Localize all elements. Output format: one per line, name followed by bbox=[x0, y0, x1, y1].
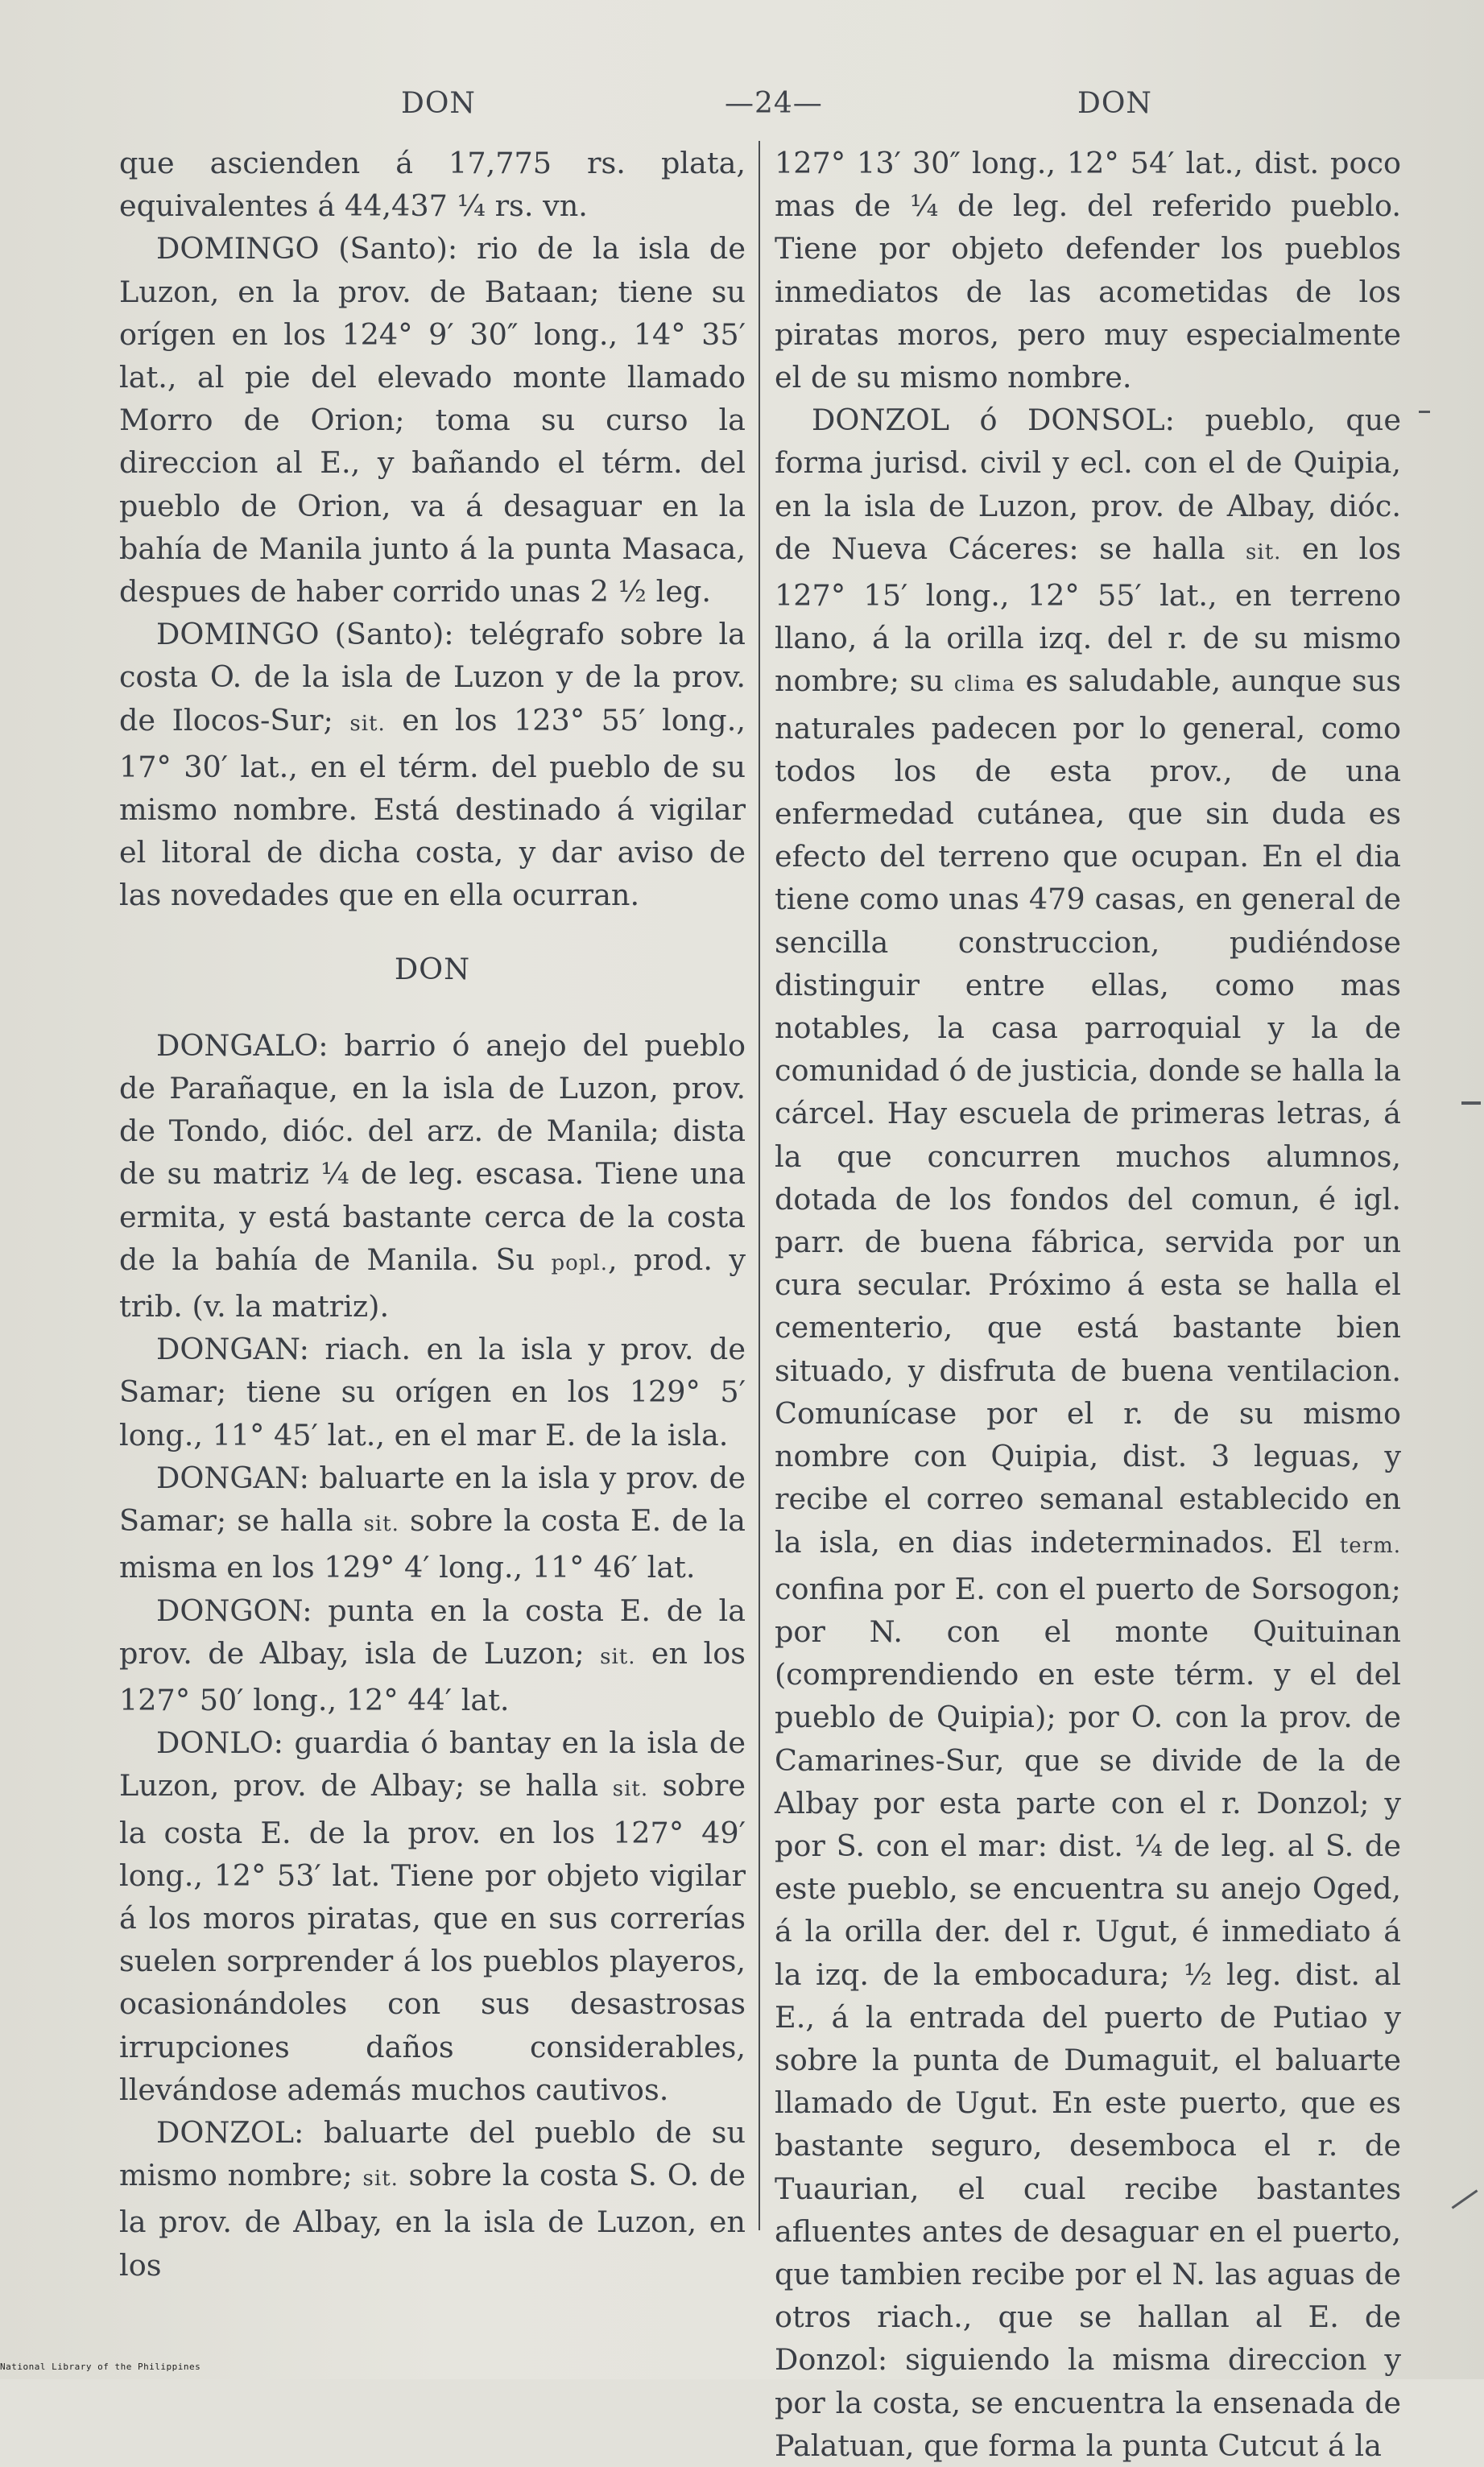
entry-text: DONLO: guardia ó bantay en la isla de Luzon, prov. de Albay; se halla bbox=[119, 1725, 746, 1804]
entry-donzol-pueblo bbox=[775, 399, 1401, 2467]
paragraph-continuation: que ascienden á 17,775 rs. plata, equivalentes á 44,437 ¼ rs. vn. bbox=[119, 146, 746, 224]
entry-text: en los 127° 15′ long., 12° 55′ lat., en terreno llano, á la orilla izq. del r. de su mismo nombre; su bbox=[775, 531, 1401, 699]
entry-text: sobre la costa E. de la prov. en los 127° 49′ long., 12° 53′ lat. Tiene por objeto vigilar á los moros piratas, que en sus correrías suelen sorprender á los pueblos playeros, ocasionándoles con sus desastrosas irrupciones daños considerables, llevándose además muchos cautivos. bbox=[119, 1768, 746, 2107]
abbreviation: sit. bbox=[349, 711, 386, 736]
abbreviation: clima bbox=[953, 672, 1016, 697]
abbreviation: sit. bbox=[363, 1512, 399, 1537]
abbreviation: sit. bbox=[1246, 539, 1282, 564]
entry-text: DONZOL ó DONSOL: pueblo, que forma jurisd. civil y ecl. con el de Quipia, en la isla de Luzon, prov. de Albay, dióc. de Nueva Cáceres: se halla bbox=[775, 403, 1401, 566]
abbreviation: popl. bbox=[551, 1250, 608, 1275]
left-column bbox=[119, 142, 746, 2283]
entry-text: DONZOL: baluarte del pueblo de su mismo nombre; bbox=[119, 2114, 746, 2193]
entry-text: DONGON: punta en la costa E. de la prov. de Albay, isla de Luzon; bbox=[119, 1593, 746, 1671]
margin-mark bbox=[1461, 1101, 1481, 1105]
entry-text: sobre la costa S. O. de la prov. de Albay, en la isla de Luzon, en los bbox=[119, 2158, 746, 2283]
margin-mark bbox=[1452, 2189, 1478, 2209]
entry-dongan-riach: DONGAN: riach. en la isla y prov. de Samar; tiene su orígen en los 129° 5′ long., 11° 45′ lat., en el mar E. de la isla. bbox=[119, 1332, 746, 1453]
right-column bbox=[775, 142, 1401, 2463]
entry-text: sobre la costa E. de la misma en los 129° 4′ long., 11° 46′ lat. bbox=[119, 1503, 746, 1585]
entry-domingo-telegrafo bbox=[119, 613, 746, 916]
entry-text: en los 123° 55′ long., 17° 30′ lat., en el térm. del pueblo de su mismo nombre. Está destinado á vigilar el litoral de dicha costa, y dar aviso de las novedades que en ella ocurran. bbox=[119, 702, 746, 913]
running-head-right: DON bbox=[1077, 87, 1152, 120]
entry-text: DOMINGO (Santo): telégrafo sobre la costa O. de la isla de Luzon y de la prov. de Ilocos-Sur; bbox=[119, 617, 746, 738]
column-divider bbox=[759, 141, 760, 2230]
entry-donlo bbox=[119, 1721, 746, 2111]
entry-dongalo bbox=[119, 1024, 746, 1328]
abbreviation: term. bbox=[1339, 1533, 1401, 1558]
library-credit: National Library of the Philippines bbox=[0, 2362, 201, 2372]
entry-text: confina por E. con el puerto de Sorsogon; por N. con el monte Quituinan (comprendiendo en este térm. y el del pueblo de Quipia); por O. con la prov. de Camarines-Sur, que se divide de la de Albay por esta parte con el r. Donzol; y por S. con el mar: dist. ¼ de leg. al S. de este pueblo, se encuentra su anejo Oged, á la orilla der. del r. Ugut, é inmediato á la izq. de la embocadura; ½ leg. dist. al E., á la entrada del puerto de Putiao y sobre la punta de Dumaguit, el baluarte llamado de Ugut. En este puerto, que es bastante seguro, desemboca el r. de Tuaurian, el cual recibe bastantes afluentes antes de desaguar en el puerto, que tambien recibe por el N. las aguas de otros riach., que se hallan al E. de Donzol: siguiendo la misma direccion y por la costa, se encuentra la ensenada de Palatuan, que forma la punta Cutcut á la bbox=[775, 1571, 1401, 2463]
entry-domingo-rio: DOMINGO (Santo): rio de la isla de Luzon, en la prov. de Bataan; tiene su orígen en los 124° 9′ 30″ long., 14° 35′ lat., al pie del elevado monte llamado Morro de Orion; toma su curso la direccion al E., y bañando el térm. del pueblo de Orion, va á desaguar en la bahía de Manila junto á la punta Masaca, despues de haber corrido unas 2 ½ leg. bbox=[119, 231, 746, 610]
margin-mark bbox=[1419, 411, 1430, 413]
entry-text: , prod. y trib. (v. la matriz). bbox=[119, 1242, 746, 1324]
page-number: —24— bbox=[725, 87, 823, 120]
abbreviation: sit. bbox=[362, 2167, 399, 2192]
running-head-left: DON bbox=[401, 87, 476, 120]
entry-text: DONGALO: barrio ó anejo del pueblo de Parañaque, en la isla de Luzon, prov. de Tondo, dióc. del arz. de Manila; dista de su matriz ¼ de leg. escasa. Tiene una ermita, y está bastante cerca de la costa de la bahía de Manila. Su bbox=[119, 1027, 746, 1277]
entry-donzol-baluarte bbox=[119, 2111, 746, 2287]
abbreviation: sit. bbox=[612, 1777, 649, 1802]
entry-text: es saludable, aunque sus naturales padecen por lo general, como todos los de esta prov., de una enfermedad cutánea, que sin duda es efecto del terreno que ocupan. En el dia tiene como unas 479 casas, en general de sencilla construccion, pudiéndose distinguir entre ellas, como mas notables, la casa parroquial y la de comunidad ó de justicia, donde se halla la cárcel. Hay escuela de primeras letras, á la que concurren muchos alumnos, dotada de los fondos del comun, é igl. parr. de buena fábrica, servida por un cura secular. Próximo á esta se halla el cementerio, que está bastante bien situado, y disfruta de buena ventilacion. Comunícase por el r. de su mismo nombre con Quipia, dist. 3 leguas, y recibe el correo semanal establecido en la isla, en dias indeterminados. El bbox=[775, 663, 1401, 1560]
entry-dongon bbox=[119, 1589, 746, 1722]
abbreviation: sit. bbox=[600, 1644, 636, 1669]
paragraph-continuation: 127° 13′ 30″ long., 12° 54′ lat., dist. poco mas de ¼ de leg. del referido pueblo. Tiene por objeto defender los pueblos inmediatos de las acometidas de los piratas moros, pero muy especialmente el de su mismo nombre. bbox=[775, 146, 1401, 395]
entry-text: DONGAN: baluarte en la isla y prov. de Samar; se halla bbox=[119, 1460, 746, 1539]
entry-text: en los 127° 50′ long., 12° 44′ lat. bbox=[119, 1635, 746, 1717]
section-heading: DON bbox=[394, 951, 471, 986]
entry-dongan-baluarte bbox=[119, 1457, 746, 1589]
